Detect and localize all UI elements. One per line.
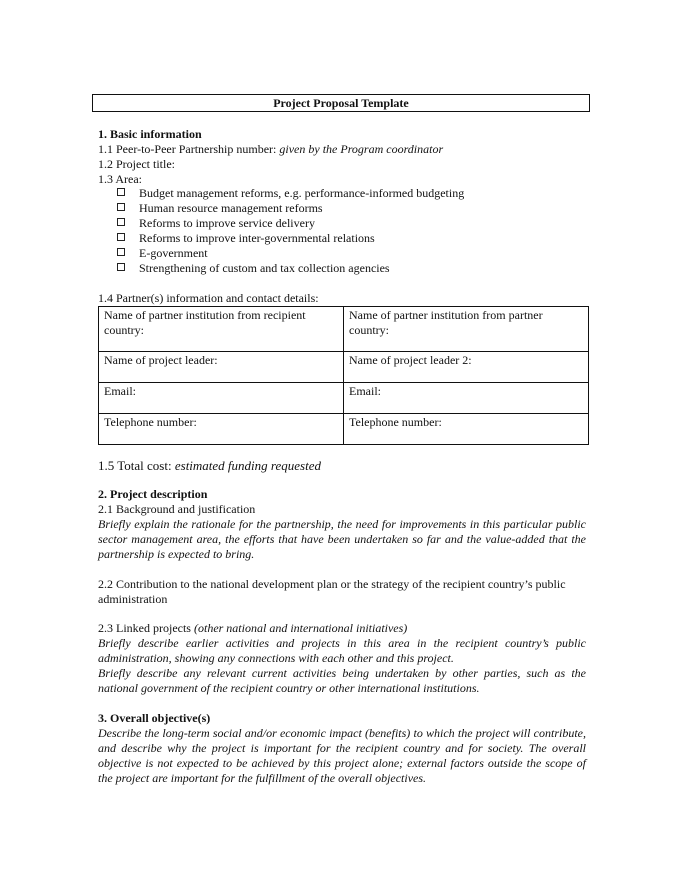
- checkbox-square-icon: [117, 233, 125, 241]
- section-overall-objectives: [98, 711, 586, 786]
- checkbox-square-icon: [117, 263, 125, 271]
- table-cell: Telephone number:: [344, 414, 589, 445]
- table-cell: Email:: [344, 383, 589, 414]
- section-3-heading: 3. Overall objective(s): [98, 711, 211, 725]
- area-item-label: Budget management reforms, e.g. performance-informed budgeting: [139, 186, 465, 200]
- section-2-heading: 2. Project description: [98, 487, 208, 501]
- checkbox-square-icon: [117, 188, 125, 196]
- table-cell: Email:: [99, 383, 344, 414]
- area-list: [117, 186, 464, 276]
- section-1-heading: 1. Basic information: [98, 127, 202, 141]
- checkbox-square-icon: [117, 218, 125, 226]
- area-item-label: Reforms to improve inter-governmental relations: [139, 231, 375, 245]
- partner-contact-table: [98, 306, 589, 445]
- document-title: Project Proposal Template: [92, 94, 590, 112]
- item-2-1-description: Briefly explain the rationale for the partnership, the need for improvements in this particular public sector management area, the efforts that have been undertaken so far and the value-added that the partnership is expected to bring.: [98, 517, 586, 561]
- item-1-4: 1.4 Partner(s) information and contact details:: [98, 291, 319, 305]
- area-item: [117, 201, 464, 216]
- area-item: [117, 231, 464, 246]
- area-item-label: E-government: [139, 246, 208, 260]
- area-item: [117, 246, 464, 261]
- table-row: [99, 307, 589, 352]
- item-2-3-block: [98, 621, 586, 696]
- area-item-label: Strengthening of custom and tax collection agencies: [139, 261, 390, 275]
- item-1-5: [98, 458, 321, 473]
- item-1-1-value: given by the Program coordinator: [279, 142, 444, 156]
- item-2-3-note: (other national and international initiatives): [193, 621, 408, 635]
- area-item-label: Human resource management reforms: [139, 201, 323, 215]
- area-item: [117, 261, 464, 276]
- item-1-5-label: 1.5 Total cost:: [98, 458, 175, 473]
- item-1-3: 1.3 Area:: [98, 172, 142, 186]
- item-2-2: 2.2 Contribution to the national development plan or the strategy of the recipient country’s public administration: [98, 577, 566, 606]
- table-cell: Name of project leader:: [99, 352, 344, 383]
- table-cell: Name of partner institution from partner country:: [344, 307, 589, 352]
- section-3-description: Describe the long-term social and/or economic impact (benefits) to which the project will contribute, and describe why the project is important for the recipient country and for society. The overall objective is not expected to be achieved by this project alone; external factors outside the scope of the project are important for the fulfillment of the overall objectives.: [98, 726, 586, 785]
- area-item: [117, 216, 464, 231]
- table-row: [99, 383, 589, 414]
- table-cell: Telephone number:: [99, 414, 344, 445]
- item-1-5-value: estimated funding requested: [174, 458, 321, 473]
- checkbox-square-icon: [117, 248, 125, 256]
- area-item-label: Reforms to improve service delivery: [139, 216, 315, 230]
- section-project-description: [98, 487, 586, 562]
- checkbox-square-icon: [117, 203, 125, 211]
- item-2-3-description-2: Briefly describe any relevant current activities being undertaken by other parties, such as the national government of the recipient country or other international institutions.: [98, 666, 586, 695]
- item-1-2: 1.2 Project title:: [98, 157, 175, 171]
- item-2-1: 2.1 Background and justification: [98, 502, 256, 516]
- section-basic-information: [98, 127, 586, 187]
- item-1-1-label: 1.1 Peer-to-Peer Partnership number:: [98, 142, 280, 156]
- item-2-3: [98, 621, 586, 636]
- item-2-3-description-1: Briefly describe earlier activities and projects in this area in the recipient country’s public administration, showing any connections with each other and this project.: [98, 636, 586, 665]
- area-item: [117, 186, 464, 201]
- item-2-3-label: 2.3 Linked projects: [98, 621, 194, 635]
- item-1-1: [98, 142, 586, 157]
- table-row: [99, 414, 589, 445]
- table-cell: Name of project leader 2:: [344, 352, 589, 383]
- table-row: [99, 352, 589, 383]
- table-cell: Name of partner institution from recipient country:: [99, 307, 344, 352]
